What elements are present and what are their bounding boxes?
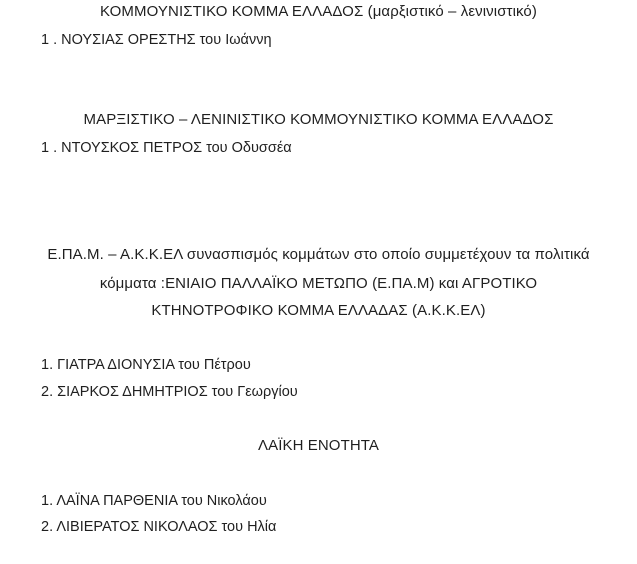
party-heading: ΛΑΪΚΗ ΕΝΟΤΗΤΑ	[257, 437, 380, 454]
party-heading-line: κόμματα :ΕΝΙΑΙΟ ΠΑΛΛΑΪΚΟ ΜΕΤΩΠΟ (Ε.ΠΑ.Μ) και ΑΓΡΟΤΙΚΟ	[99, 275, 538, 292]
party-heading: ΜΑΡΞΙΣΤΙΚΟ – ΛΕΝΙΝΙΣΤΙΚΟ ΚΟΜΜΟΥΝΙΣΤΙΚΟ ΚΟΜΜΑ ΕΛΛΑΔΟΣ	[83, 111, 554, 128]
party-heading-line: ΚΤΗΝΟΤΡΟΦΙΚΟ ΚΟΜΜΑ ΕΛΛΑΔΑΣ (Α.Κ.Κ.ΕΛ)	[151, 302, 486, 319]
party-heading-line: Ε.ΠΑ.Μ. – Α.Κ.Κ.ΕΛ συνασπισμός κομμάτων στο οποίο συμμετέχουν τα πολιτικά	[47, 246, 590, 263]
candidate-entry: 1 . ΝΤΟΥΣΚΟΣ ΠΕΤΡΟΣ του Οδυσσέα	[41, 140, 292, 156]
party-heading: ΚΟΜΜΟΥΝΙΣΤΙΚΟ ΚΟΜΜΑ ΕΛΛΑΔΟΣ (μαρξιστικό – λενινιστικό)	[100, 3, 537, 20]
candidate-entry: 1 . ΝΟΥΣΙΑΣ ΟΡΕΣΤΗΣ του Ιωάννη	[41, 32, 272, 48]
candidate-entry: 1. ΛΑΪΝΑ ΠΑΡΘΕΝΙΑ του Νικολάου	[41, 493, 267, 509]
candidate-entry: 1. ΓΙΑΤΡΑ ΔΙΟΝΥΣΙΑ του Πέτρου	[41, 357, 251, 373]
candidate-entry: 2. ΣΙΑΡΚΟΣ ΔΗΜΗΤΡΙΟΣ του Γεωργίου	[41, 384, 298, 400]
candidate-entry: 2. ΛΙΒΙΕΡΑΤΟΣ ΝΙΚΟΛΑΟΣ του Ηλία	[41, 519, 277, 535]
